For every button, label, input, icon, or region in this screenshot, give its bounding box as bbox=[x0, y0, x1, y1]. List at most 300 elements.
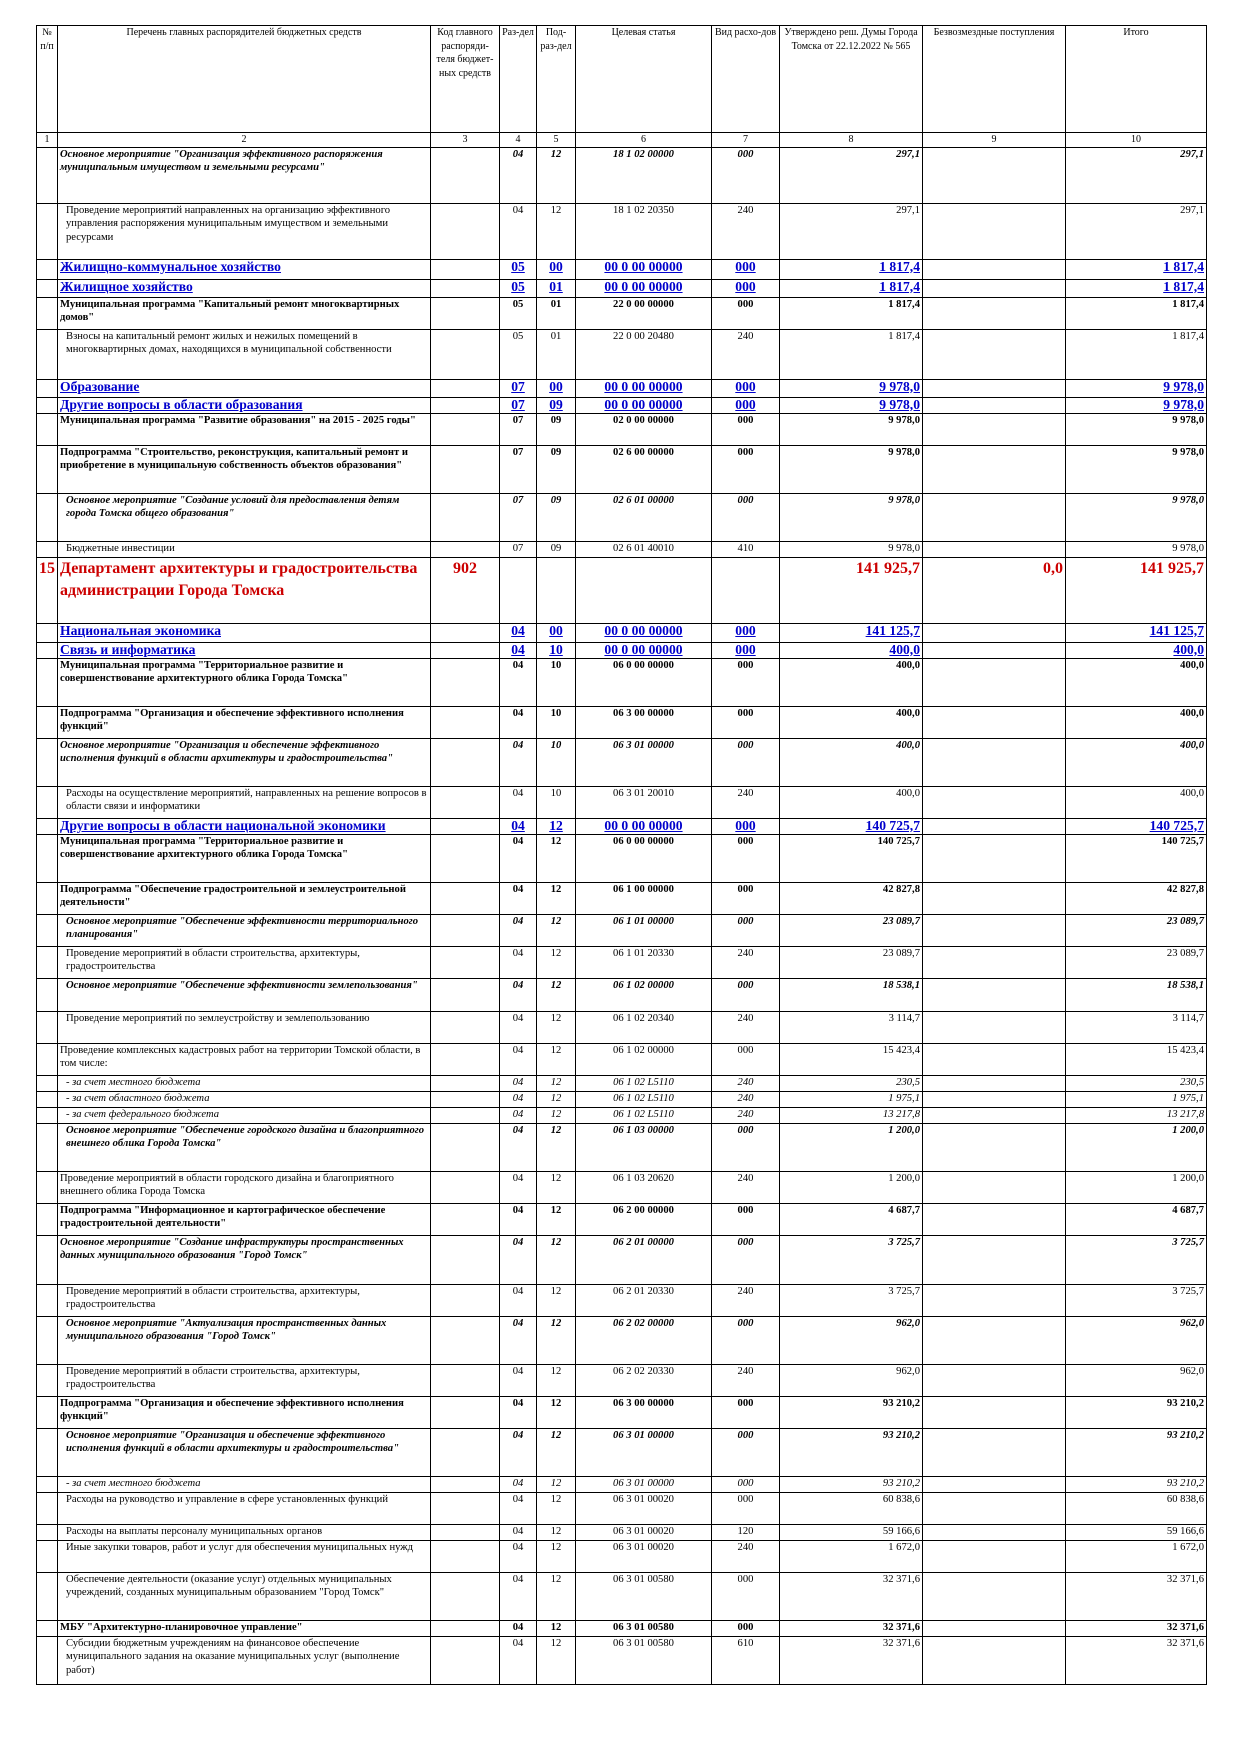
row-number bbox=[37, 882, 58, 914]
row-razdel: 04 bbox=[500, 147, 537, 203]
row-total: 9 978,0 bbox=[1066, 493, 1207, 541]
row-expense-type: 240 bbox=[712, 786, 780, 818]
row-name: Подпрограмма "Строительство, реконструкция, капитальный ремонт и приобретение в муниципальную собственность объектов образования" bbox=[58, 445, 431, 493]
row-podrazdel: 09 bbox=[537, 541, 576, 557]
row-expense-type: 240 bbox=[712, 1364, 780, 1396]
row-name: Департамент архитектуры и градостроительства администрации Города Томска bbox=[58, 557, 431, 623]
row-total: 3 114,7 bbox=[1066, 1011, 1207, 1043]
row-expense-type: 000 bbox=[712, 642, 780, 658]
row-expense-type: 240 bbox=[712, 203, 780, 259]
row-code bbox=[431, 1620, 500, 1636]
row-total: 9 978,0 bbox=[1066, 541, 1207, 557]
row-number bbox=[37, 1396, 58, 1428]
row-gratis bbox=[923, 1043, 1066, 1075]
row-gratis bbox=[923, 623, 1066, 642]
row-expense-type: 000 bbox=[712, 493, 780, 541]
row-podrazdel: 12 bbox=[537, 818, 576, 834]
row-approved: 141 125,7 bbox=[780, 623, 923, 642]
row-expense-type: 240 bbox=[712, 1091, 780, 1107]
row-gratis bbox=[923, 1636, 1066, 1684]
row-gratis bbox=[923, 946, 1066, 978]
row-expense-type: 000 bbox=[712, 1428, 780, 1476]
column-number: 4 bbox=[500, 133, 537, 148]
row-target-article: 06 1 01 00000 bbox=[576, 914, 712, 946]
row-target-article: 00 0 00 00000 bbox=[576, 397, 712, 413]
row-number bbox=[37, 1203, 58, 1235]
row-number bbox=[37, 946, 58, 978]
row-number bbox=[37, 1043, 58, 1075]
row-name: Проведение комплексных кадастровых работ на территории Томской области, в том числе: bbox=[58, 1043, 431, 1075]
row-expense-type: 000 bbox=[712, 623, 780, 642]
row-approved: 1 975,1 bbox=[780, 1091, 923, 1107]
row-target-article: 06 3 01 00020 bbox=[576, 1540, 712, 1572]
row-podrazdel: 12 bbox=[537, 1123, 576, 1171]
row-approved: 1 817,4 bbox=[780, 297, 923, 329]
row-gratis bbox=[923, 445, 1066, 493]
row-name: Муниципальная программа "Территориальное развитие и совершенствование архитектурного облика Города Томска" bbox=[58, 658, 431, 706]
table-row bbox=[37, 658, 1207, 706]
row-approved: 1 200,0 bbox=[780, 1123, 923, 1171]
row-approved: 297,1 bbox=[780, 203, 923, 259]
header-razdel: Раз-дел bbox=[500, 26, 537, 133]
row-total: 59 166,6 bbox=[1066, 1524, 1207, 1540]
row-expense-type: 000 bbox=[712, 445, 780, 493]
row-expense-type bbox=[712, 557, 780, 623]
row-name: Подпрограмма "Обеспечение градостроительной и землеустроительной деятельности" bbox=[58, 882, 431, 914]
row-code bbox=[431, 1572, 500, 1620]
row-target-article: 00 0 00 00000 bbox=[576, 379, 712, 397]
row-number bbox=[37, 623, 58, 642]
column-number: 9 bbox=[923, 133, 1066, 148]
row-expense-type: 240 bbox=[712, 946, 780, 978]
header-podrazdel: Под-раз-дел bbox=[537, 26, 576, 133]
row-number bbox=[37, 329, 58, 379]
row-approved: 32 371,6 bbox=[780, 1636, 923, 1684]
row-podrazdel: 00 bbox=[537, 379, 576, 397]
row-podrazdel: 12 bbox=[537, 1075, 576, 1091]
row-number bbox=[37, 493, 58, 541]
row-number bbox=[37, 1316, 58, 1364]
row-podrazdel: 12 bbox=[537, 1011, 576, 1043]
row-code bbox=[431, 1171, 500, 1203]
row-number bbox=[37, 978, 58, 1011]
row-code bbox=[431, 834, 500, 882]
row-gratis bbox=[923, 1524, 1066, 1540]
row-razdel: 05 bbox=[500, 297, 537, 329]
row-razdel: 04 bbox=[500, 623, 537, 642]
row-total: 13 217,8 bbox=[1066, 1107, 1207, 1123]
row-name: Проведение мероприятий в области городского дизайна и благоприятного внешнего облика Города Томска bbox=[58, 1171, 431, 1203]
table-row bbox=[37, 557, 1207, 623]
row-number bbox=[37, 1540, 58, 1572]
row-razdel bbox=[500, 557, 537, 623]
row-podrazdel: 12 bbox=[537, 1476, 576, 1492]
row-number bbox=[37, 203, 58, 259]
row-name: - за счет областного бюджета bbox=[58, 1091, 431, 1107]
row-razdel: 04 bbox=[500, 834, 537, 882]
row-code bbox=[431, 397, 500, 413]
header-gratis: Безвозмездные поступления bbox=[923, 26, 1066, 133]
row-number bbox=[37, 914, 58, 946]
row-expense-type: 000 bbox=[712, 914, 780, 946]
row-razdel: 04 bbox=[500, 1572, 537, 1620]
row-total: 400,0 bbox=[1066, 642, 1207, 658]
row-podrazdel: 12 bbox=[537, 1107, 576, 1123]
header-approved: Утверждено реш. Думы Города Томска от 22.12.2022 № 565 bbox=[780, 26, 923, 133]
row-expense-type: 000 bbox=[712, 147, 780, 203]
row-podrazdel: 12 bbox=[537, 1636, 576, 1684]
table-row bbox=[37, 1316, 1207, 1364]
row-name: Взносы на капитальный ремонт жилых и нежилых помещений в многоквартирных домах, находящихся в муниципальной собственности bbox=[58, 329, 431, 379]
row-code bbox=[431, 1636, 500, 1684]
row-razdel: 04 bbox=[500, 1524, 537, 1540]
row-approved: 962,0 bbox=[780, 1364, 923, 1396]
row-code bbox=[431, 1123, 500, 1171]
row-podrazdel: 12 bbox=[537, 147, 576, 203]
row-code bbox=[431, 1107, 500, 1123]
row-razdel: 04 bbox=[500, 1235, 537, 1284]
row-target-article: 06 3 01 20010 bbox=[576, 786, 712, 818]
row-podrazdel: 12 bbox=[537, 1572, 576, 1620]
row-name: Основное мероприятие "Организация эффективного распоряжения муниципальным имуществом и земельными ресурсами" bbox=[58, 147, 431, 203]
row-code bbox=[431, 1396, 500, 1428]
row-code bbox=[431, 147, 500, 203]
row-podrazdel: 12 bbox=[537, 1203, 576, 1235]
row-number bbox=[37, 147, 58, 203]
table-row bbox=[37, 1043, 1207, 1075]
header-name: Перечень главных распорядителей бюджетных средств bbox=[58, 26, 431, 133]
row-razdel: 04 bbox=[500, 1396, 537, 1428]
table-row bbox=[37, 397, 1207, 413]
row-razdel: 04 bbox=[500, 882, 537, 914]
row-target-article: 18 1 02 20350 bbox=[576, 203, 712, 259]
row-total: 1 672,0 bbox=[1066, 1540, 1207, 1572]
row-code bbox=[431, 493, 500, 541]
row-code bbox=[431, 882, 500, 914]
table-row bbox=[37, 642, 1207, 658]
row-target-article: 06 2 00 00000 bbox=[576, 1203, 712, 1235]
row-razdel: 04 bbox=[500, 1636, 537, 1684]
row-approved: 60 838,6 bbox=[780, 1492, 923, 1524]
row-podrazdel: 09 bbox=[537, 397, 576, 413]
row-total: 42 827,8 bbox=[1066, 882, 1207, 914]
table-row bbox=[37, 786, 1207, 818]
row-razdel: 07 bbox=[500, 379, 537, 397]
row-approved: 9 978,0 bbox=[780, 493, 923, 541]
row-number bbox=[37, 297, 58, 329]
row-code bbox=[431, 642, 500, 658]
row-approved: 962,0 bbox=[780, 1316, 923, 1364]
row-code bbox=[431, 978, 500, 1011]
row-code bbox=[431, 914, 500, 946]
row-code bbox=[431, 1476, 500, 1492]
row-target-article: 06 3 01 00580 bbox=[576, 1620, 712, 1636]
row-approved: 93 210,2 bbox=[780, 1396, 923, 1428]
row-approved: 3 114,7 bbox=[780, 1011, 923, 1043]
row-podrazdel: 12 bbox=[537, 946, 576, 978]
row-gratis bbox=[923, 1620, 1066, 1636]
row-razdel: 04 bbox=[500, 658, 537, 706]
row-expense-type: 000 bbox=[712, 1492, 780, 1524]
row-name: Муниципальная программа "Капитальный ремонт многоквартирных домов" bbox=[58, 297, 431, 329]
row-total: 32 371,6 bbox=[1066, 1636, 1207, 1684]
row-target-article: 22 0 00 20480 bbox=[576, 329, 712, 379]
row-total: 9 978,0 bbox=[1066, 397, 1207, 413]
row-code bbox=[431, 738, 500, 786]
row-total: 1 200,0 bbox=[1066, 1171, 1207, 1203]
row-name: Проведение мероприятий в области строительства, архитектуры, градостроительства bbox=[58, 1364, 431, 1396]
row-podrazdel: 01 bbox=[537, 279, 576, 297]
row-podrazdel: 12 bbox=[537, 834, 576, 882]
row-number bbox=[37, 1572, 58, 1620]
table-body bbox=[37, 147, 1207, 1684]
row-target-article: 06 3 01 00020 bbox=[576, 1492, 712, 1524]
row-code bbox=[431, 786, 500, 818]
row-code bbox=[431, 1203, 500, 1235]
row-approved: 93 210,2 bbox=[780, 1476, 923, 1492]
table-row bbox=[37, 1075, 1207, 1091]
row-name: Подпрограмма "Организация и обеспечение эффективного исполнения функций" bbox=[58, 1396, 431, 1428]
row-expense-type: 000 bbox=[712, 1572, 780, 1620]
row-podrazdel: 12 bbox=[537, 1540, 576, 1572]
row-expense-type: 240 bbox=[712, 1107, 780, 1123]
row-target-article: 06 1 01 20330 bbox=[576, 946, 712, 978]
row-gratis bbox=[923, 541, 1066, 557]
row-razdel: 05 bbox=[500, 259, 537, 279]
row-code bbox=[431, 379, 500, 397]
row-podrazdel: 12 bbox=[537, 1396, 576, 1428]
row-name: Жилищное хозяйство bbox=[58, 279, 431, 297]
row-expense-type: 000 bbox=[712, 834, 780, 882]
row-target-article: 06 2 01 20330 bbox=[576, 1284, 712, 1316]
row-target-article: 22 0 00 00000 bbox=[576, 297, 712, 329]
row-approved: 1 817,4 bbox=[780, 329, 923, 379]
row-target-article: 06 3 01 00580 bbox=[576, 1636, 712, 1684]
row-total: 18 538,1 bbox=[1066, 978, 1207, 1011]
row-number bbox=[37, 1075, 58, 1091]
column-number: 3 bbox=[431, 133, 500, 148]
row-approved: 400,0 bbox=[780, 706, 923, 738]
row-razdel: 07 bbox=[500, 493, 537, 541]
row-approved: 59 166,6 bbox=[780, 1524, 923, 1540]
row-expense-type: 240 bbox=[712, 1540, 780, 1572]
row-target-article: 18 1 02 00000 bbox=[576, 147, 712, 203]
row-name: Муниципальная программа "Территориальное развитие и совершенствование архитектурного облика Города Томска" bbox=[58, 834, 431, 882]
row-razdel: 07 bbox=[500, 397, 537, 413]
row-approved: 32 371,6 bbox=[780, 1620, 923, 1636]
row-approved: 23 089,7 bbox=[780, 946, 923, 978]
table-row bbox=[37, 1476, 1207, 1492]
row-code bbox=[431, 1316, 500, 1364]
row-expense-type: 000 bbox=[712, 1476, 780, 1492]
row-target-article: 06 1 03 00000 bbox=[576, 1123, 712, 1171]
row-number bbox=[37, 658, 58, 706]
row-name: Субсидии бюджетным учреждениям на финансовое обеспечение муниципального задания на оказание муниципальных услуг (выполнение работ) bbox=[58, 1636, 431, 1684]
row-approved: 32 371,6 bbox=[780, 1572, 923, 1620]
row-gratis bbox=[923, 279, 1066, 297]
row-razdel: 04 bbox=[500, 1107, 537, 1123]
row-approved: 400,0 bbox=[780, 786, 923, 818]
row-expense-type: 000 bbox=[712, 279, 780, 297]
table-row bbox=[37, 1540, 1207, 1572]
row-expense-type: 000 bbox=[712, 738, 780, 786]
row-gratis bbox=[923, 1396, 1066, 1428]
header-row bbox=[37, 26, 1207, 133]
row-razdel: 04 bbox=[500, 1284, 537, 1316]
row-number bbox=[37, 379, 58, 397]
row-gratis bbox=[923, 329, 1066, 379]
row-approved: 400,0 bbox=[780, 738, 923, 786]
table-row bbox=[37, 946, 1207, 978]
row-target-article: 00 0 00 00000 bbox=[576, 279, 712, 297]
row-target-article: 00 0 00 00000 bbox=[576, 259, 712, 279]
row-approved: 297,1 bbox=[780, 147, 923, 203]
row-podrazdel: 12 bbox=[537, 1620, 576, 1636]
row-total: 23 089,7 bbox=[1066, 946, 1207, 978]
row-gratis bbox=[923, 1284, 1066, 1316]
row-gratis bbox=[923, 1011, 1066, 1043]
column-number: 2 bbox=[58, 133, 431, 148]
row-razdel: 04 bbox=[500, 1075, 537, 1091]
row-razdel: 07 bbox=[500, 445, 537, 493]
row-number bbox=[37, 738, 58, 786]
row-number bbox=[37, 1428, 58, 1476]
row-number bbox=[37, 642, 58, 658]
row-expense-type: 610 bbox=[712, 1636, 780, 1684]
row-podrazdel: 12 bbox=[537, 1428, 576, 1476]
row-total: 4 687,7 bbox=[1066, 1203, 1207, 1235]
row-name: Основное мероприятие "Организация и обеспечение эффективного исполнения функций в области архитектуры и градостроительства" bbox=[58, 1428, 431, 1476]
row-target-article: 06 1 02 L5110 bbox=[576, 1107, 712, 1123]
row-razdel: 04 bbox=[500, 1171, 537, 1203]
table-row bbox=[37, 882, 1207, 914]
row-code bbox=[431, 1043, 500, 1075]
table-row bbox=[37, 1636, 1207, 1684]
row-target-article: 06 3 01 00580 bbox=[576, 1572, 712, 1620]
row-gratis bbox=[923, 1428, 1066, 1476]
table-row bbox=[37, 379, 1207, 397]
row-total: 9 978,0 bbox=[1066, 379, 1207, 397]
row-expense-type: 000 bbox=[712, 1203, 780, 1235]
row-podrazdel: 12 bbox=[537, 1316, 576, 1364]
row-number bbox=[37, 818, 58, 834]
table-row bbox=[37, 1011, 1207, 1043]
row-number bbox=[37, 1476, 58, 1492]
row-expense-type: 240 bbox=[712, 1171, 780, 1203]
row-gratis bbox=[923, 978, 1066, 1011]
row-gratis bbox=[923, 1235, 1066, 1284]
header-target-article: Целевая статья bbox=[576, 26, 712, 133]
row-gratis bbox=[923, 1203, 1066, 1235]
row-name: - за счет федерального бюджета bbox=[58, 1107, 431, 1123]
table-row bbox=[37, 818, 1207, 834]
row-razdel: 04 bbox=[500, 642, 537, 658]
row-name: Национальная экономика bbox=[58, 623, 431, 642]
row-approved: 93 210,2 bbox=[780, 1428, 923, 1476]
row-podrazdel: 12 bbox=[537, 1043, 576, 1075]
table-row bbox=[37, 259, 1207, 279]
row-target-article: 06 3 00 00000 bbox=[576, 1396, 712, 1428]
row-podrazdel: 12 bbox=[537, 1364, 576, 1396]
row-number: 15 bbox=[37, 557, 58, 623]
row-total: 962,0 bbox=[1066, 1316, 1207, 1364]
row-razdel: 04 bbox=[500, 818, 537, 834]
row-expense-type: 000 bbox=[712, 658, 780, 706]
row-podrazdel: 12 bbox=[537, 914, 576, 946]
row-target-article: 00 0 00 00000 bbox=[576, 642, 712, 658]
row-expense-type: 000 bbox=[712, 1043, 780, 1075]
row-gratis bbox=[923, 203, 1066, 259]
row-total: 400,0 bbox=[1066, 738, 1207, 786]
row-target-article: 02 6 01 00000 bbox=[576, 493, 712, 541]
row-name: Проведение мероприятий в области строительства, архитектуры, градостроительства bbox=[58, 946, 431, 978]
table-row bbox=[37, 1235, 1207, 1284]
row-name: Подпрограмма "Информационное и картографическое обеспечение градостроительной деятельности" bbox=[58, 1203, 431, 1235]
table-row bbox=[37, 1091, 1207, 1107]
row-podrazdel: 12 bbox=[537, 882, 576, 914]
row-approved: 140 725,7 bbox=[780, 834, 923, 882]
row-gratis bbox=[923, 1107, 1066, 1123]
row-code bbox=[431, 946, 500, 978]
row-number bbox=[37, 1636, 58, 1684]
row-razdel: 04 bbox=[500, 946, 537, 978]
row-code bbox=[431, 1540, 500, 1572]
row-gratis bbox=[923, 706, 1066, 738]
row-target-article: 06 0 00 00000 bbox=[576, 834, 712, 882]
table-row bbox=[37, 203, 1207, 259]
table-row bbox=[37, 1364, 1207, 1396]
row-expense-type: 240 bbox=[712, 1011, 780, 1043]
row-number bbox=[37, 1284, 58, 1316]
row-gratis bbox=[923, 1316, 1066, 1364]
row-gratis bbox=[923, 397, 1066, 413]
table-row bbox=[37, 914, 1207, 946]
row-total: 1 817,4 bbox=[1066, 279, 1207, 297]
row-total: 32 371,6 bbox=[1066, 1572, 1207, 1620]
row-razdel: 04 bbox=[500, 1620, 537, 1636]
row-podrazdel: 12 bbox=[537, 1284, 576, 1316]
column-number: 7 bbox=[712, 133, 780, 148]
row-number bbox=[37, 1364, 58, 1396]
table-row bbox=[37, 279, 1207, 297]
row-approved: 400,0 bbox=[780, 642, 923, 658]
row-razdel: 05 bbox=[500, 329, 537, 379]
header-number: № п/п bbox=[37, 26, 58, 133]
table-row bbox=[37, 1203, 1207, 1235]
row-code bbox=[431, 413, 500, 445]
row-approved: 1 817,4 bbox=[780, 259, 923, 279]
row-target-article: 06 3 00 00000 bbox=[576, 706, 712, 738]
row-code bbox=[431, 259, 500, 279]
row-number bbox=[37, 445, 58, 493]
table-row bbox=[37, 978, 1207, 1011]
row-target-article: 06 1 02 00000 bbox=[576, 978, 712, 1011]
row-target-article: 06 1 02 L5110 bbox=[576, 1075, 712, 1091]
row-code bbox=[431, 203, 500, 259]
row-target-article: 06 2 02 20330 bbox=[576, 1364, 712, 1396]
row-expense-type: 000 bbox=[712, 978, 780, 1011]
row-target-article: 06 1 02 00000 bbox=[576, 1043, 712, 1075]
row-podrazdel: 09 bbox=[537, 445, 576, 493]
row-razdel: 04 bbox=[500, 1492, 537, 1524]
row-approved: 9 978,0 bbox=[780, 413, 923, 445]
row-approved: 9 978,0 bbox=[780, 379, 923, 397]
row-total: 23 089,7 bbox=[1066, 914, 1207, 946]
row-approved: 140 725,7 bbox=[780, 818, 923, 834]
row-razdel: 04 bbox=[500, 1364, 537, 1396]
row-target-article: 06 0 00 00000 bbox=[576, 658, 712, 706]
row-expense-type: 000 bbox=[712, 413, 780, 445]
